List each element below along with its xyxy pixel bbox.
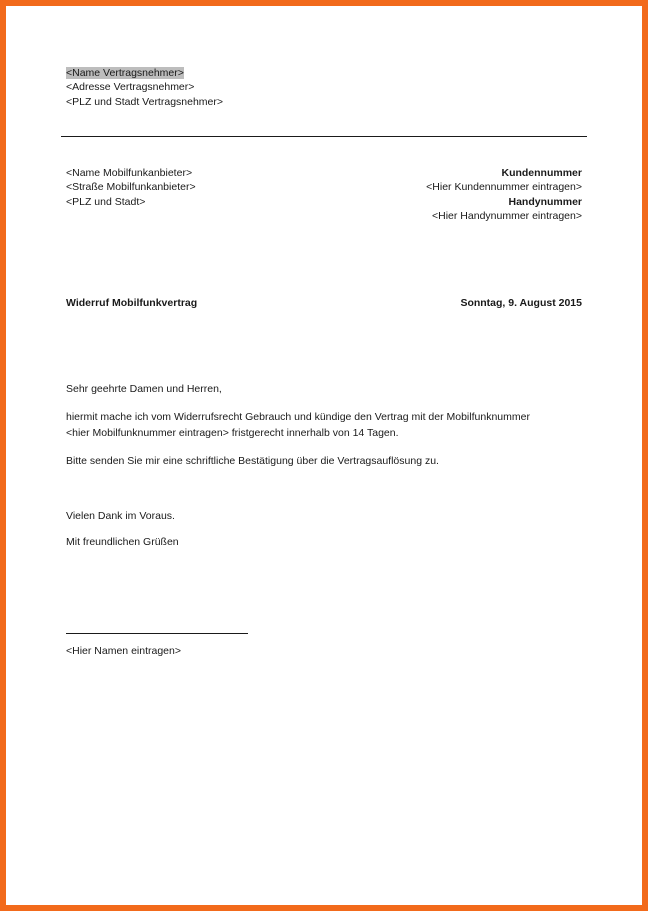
signature-name: <Hier Namen eintragen> [66, 645, 181, 657]
recipient-street: <Straße Mobilfunkanbieter> [66, 181, 196, 193]
sender-name-highlight: <Name Vertragsnehmer> [66, 67, 184, 79]
paragraph-1-line-2: <hier Mobilfunknummer eintragen> fristgerecht innerhalb von 14 Tagen. [66, 427, 399, 439]
mobile-number-value: <Hier Handynummer eintragen> [432, 210, 582, 222]
signature-line [66, 633, 248, 634]
customer-number-label: Kundennummer [501, 167, 582, 179]
recipient-city: <PLZ und Stadt> [66, 196, 146, 208]
mobile-number-label: Handynummer [508, 196, 582, 208]
salutation: Sehr geehrte Damen und Herren, [66, 383, 222, 395]
customer-number-value: <Hier Kundennummer eintragen> [426, 181, 582, 193]
letter-date: Sonntag, 9. August 2015 [460, 297, 582, 309]
thanks-line: Vielen Dank im Voraus. [66, 510, 175, 522]
paragraph-2: Bitte senden Sie mir eine schriftliche Bestätigung über die Vertragsauflösung zu. [66, 455, 439, 467]
paragraph-1-line-1: hiermit mache ich vom Widerrufsrecht Gebrauch und kündige den Vertrag mit der Mobilfunknummer [66, 411, 530, 423]
letter-subject: Widerruf Mobilfunkvertrag [66, 297, 198, 309]
sender-name [66, 66, 184, 80]
sender-city: <PLZ und Stadt Vertragsnehmer> [66, 96, 224, 108]
header-divider [61, 136, 587, 137]
sender-address: <Adresse Vertragsnehmer> [66, 81, 195, 93]
recipient-name: <Name Mobilfunkanbieter> [66, 167, 193, 179]
closing-line: Mit freundlichen Grüßen [66, 536, 179, 548]
